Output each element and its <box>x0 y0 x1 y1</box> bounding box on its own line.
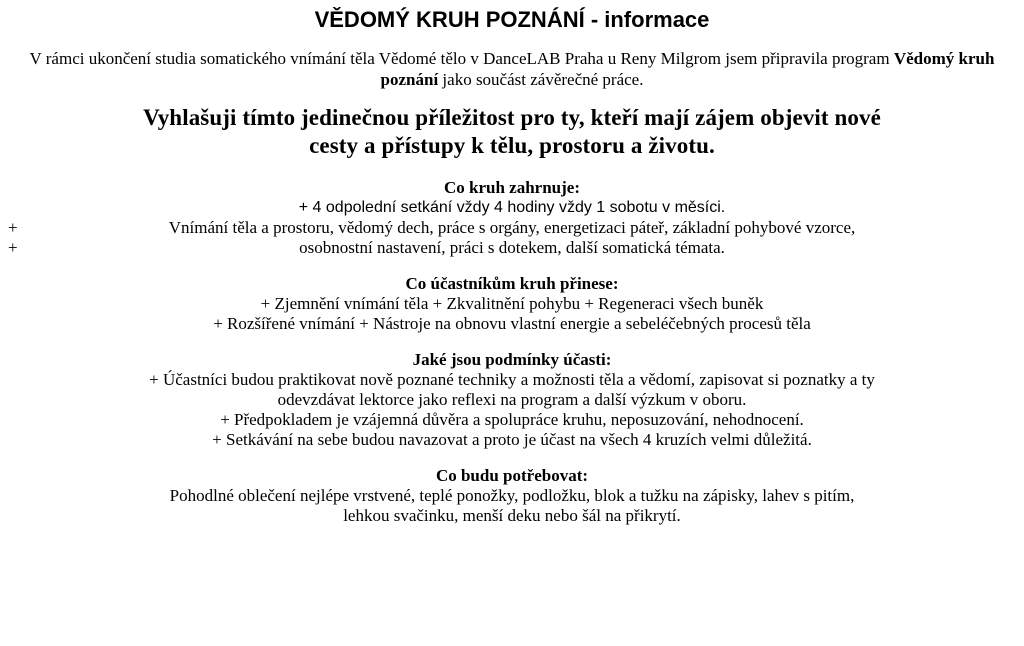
section-needs <box>8 466 1016 526</box>
section-heading-needs: Co budu potřebovat: <box>435 466 589 485</box>
conditions-line-3: + Předpokladem je vzájemná důvěra a spolupráce kruhu, neposuzování, nehodnocení. <box>220 410 804 429</box>
intro-paragraph <box>8 48 1016 90</box>
intro-program-name: Vědomý kruh poznání <box>380 49 995 89</box>
intro-text-2: jako součást závěrečné práce. <box>438 70 644 89</box>
bullet-mark: + <box>8 218 18 237</box>
section-benefits <box>8 274 1016 334</box>
document-title: VĚDOMÝ KRUH POZNÁNÍ - informace <box>314 7 710 32</box>
announcement-headline <box>8 104 1016 160</box>
benefits-line-2: + Rozšířené vnímání + Nástroje na obnovu vlastní energie a sebeléčebných procesů těla <box>213 314 811 333</box>
section-heading-includes: Co kruh zahrnuje: <box>443 178 580 197</box>
conditions-line-4: + Setkávání na sebe budou navazovat a proto je účast na všech 4 kruzích velmi důležitá. <box>212 430 812 449</box>
needs-line-1: Pohodlné oblečení nejlépe vrstvené, teplé ponožky, podložku, blok a tužku na zápisky, lahev s pitím, <box>169 486 855 505</box>
section-conditions <box>8 350 1016 450</box>
intro-text-1: V rámci ukončení studia somatického vnímání těla Vědomé tělo v DanceLAB Praha u Reny Milgrom jsem připravila program <box>29 49 894 68</box>
headline-line-2: cesty a přístupy k tělu, prostoru a životu. <box>309 133 715 158</box>
includes-line-2-text: Vnímání těla a prostoru, vědomý dech, práce s orgány, energetizaci páteř, základní pohybové vzorce, <box>168 218 856 237</box>
section-heading-benefits: Co účastníkům kruh přinese: <box>405 274 619 293</box>
headline-line-1: Vyhlašuji tímto jedinečnou příležitost pro ty, kteří mají zájem objevit nové <box>143 105 881 130</box>
section-includes <box>8 178 1016 258</box>
conditions-line-1: + Účastníci budou praktikovat nově poznané techniky a možnosti těla a vědomí, zapisovat si poznatky a ty <box>149 370 875 389</box>
includes-line-3-text: osobnostní nastavení, práci s dotekem, další somatická témata. <box>299 238 725 257</box>
conditions-line-2: odevzdávat lektorce jako reflexi na program a další výzkum v oboru. <box>277 390 747 409</box>
benefits-line-1: + Zjemnění vnímání těla + Zkvalitnění pohybu + Regeneraci všech buněk <box>260 294 764 313</box>
includes-line-3 <box>8 238 1016 258</box>
includes-line-2 <box>8 218 1016 238</box>
section-heading-conditions: Jaké jsou podmínky účasti: <box>412 350 612 369</box>
needs-line-2: lehkou svačinku, menší deku nebo šál na přikrytí. <box>343 506 681 525</box>
includes-line-1: + 4 odpolední setkání vždy 4 hodiny vždy 1 sobotu v měsíci. <box>298 199 726 216</box>
bullet-mark: + <box>8 238 18 257</box>
